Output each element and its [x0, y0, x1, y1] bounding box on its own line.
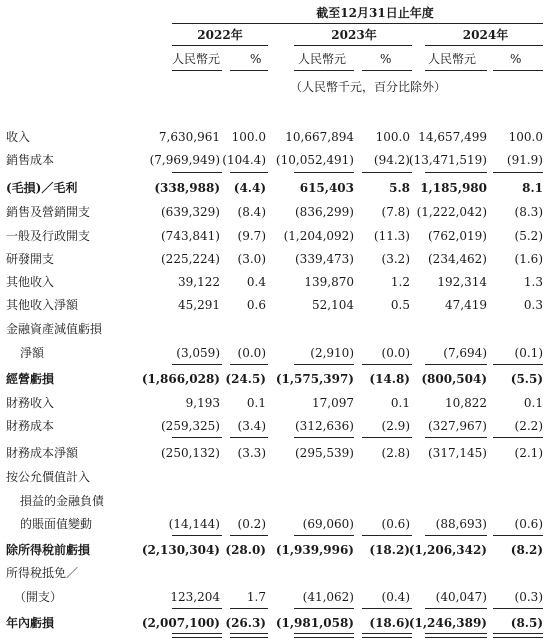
- cell-2024-pct: 8.1: [522, 181, 543, 195]
- cell-2022-rmb: (743,841): [161, 229, 220, 243]
- subtotal-rule: [493, 437, 543, 438]
- row-label: 財務成本淨額: [6, 446, 79, 460]
- cell-2024-pct: (8.3): [514, 205, 543, 219]
- cell-2023-pct: (18.2): [369, 543, 410, 557]
- cell-2023-rmb: 615,403: [299, 181, 354, 195]
- cell-2022-rmb: 7,630,961: [158, 130, 220, 144]
- year-rule-2024: [425, 45, 543, 46]
- row-label: 研發開支: [6, 252, 55, 266]
- cell-2022-pct: (9.7): [237, 229, 266, 243]
- cell-2023-rmb: 10,667,894: [285, 130, 354, 144]
- cell-2024-rmb: (40,047): [435, 590, 487, 604]
- subtotal-rule: [230, 535, 268, 536]
- cell-2024-pct: (0.1): [514, 346, 543, 360]
- row-label: 一般及行政開支: [6, 229, 91, 243]
- subtotal-rule: [230, 172, 268, 173]
- cell-2023-rmb: (10,052,491): [275, 153, 354, 167]
- cell-2024-rmb: (317,145): [428, 446, 487, 460]
- row-label: 按公允價值計入: [6, 470, 91, 484]
- col-rule: [425, 70, 487, 71]
- cell-2022-pct: 0.4: [246, 275, 266, 289]
- subtotal-rule: [362, 535, 412, 536]
- cell-2023-rmb: (339,473): [295, 252, 354, 266]
- pct-col-2024: %: [510, 52, 522, 66]
- row-label: 經營虧損: [6, 372, 55, 386]
- subtotal-rule: [172, 608, 222, 609]
- row-label: 銷售成本: [6, 153, 55, 167]
- cell-2022-pct: (26.3): [225, 616, 266, 630]
- rmb-col-2023: 人民幣元: [298, 52, 347, 66]
- cell-2024-rmb: (1,206,342): [408, 543, 487, 557]
- total-double-rule: [230, 633, 268, 638]
- cell-2022-rmb: 39,122: [178, 275, 220, 289]
- period-rule: [172, 23, 543, 24]
- subtotal-rule: [425, 437, 487, 438]
- cell-2024-pct: (8.5): [510, 616, 543, 630]
- row-label: 收入: [6, 130, 31, 144]
- subtotal-rule: [493, 364, 543, 365]
- subtotal-rule: [172, 364, 222, 365]
- cell-2024-pct: (2.2): [514, 419, 543, 433]
- cell-2024-pct: (0.6): [514, 517, 543, 531]
- total-double-rule: [493, 633, 543, 638]
- subtotal-rule: [493, 172, 543, 173]
- subtotal-rule: [362, 437, 412, 438]
- subtotal-rule: [172, 535, 222, 536]
- row-label: 除所得稅前虧損: [6, 543, 91, 557]
- cell-2022-rmb: (2,007,100): [141, 616, 220, 630]
- year-rule-2022: [172, 45, 268, 46]
- cell-2023-pct: (94.2): [373, 153, 410, 167]
- cell-2023-pct: 100.0: [375, 130, 410, 144]
- cell-2023-rmb: 52,104: [312, 298, 354, 312]
- cell-2023-pct: (2.9): [381, 419, 410, 433]
- cell-2024-rmb: (1,222,042): [416, 205, 487, 219]
- cell-2024-pct: (0.3): [514, 590, 543, 604]
- cell-2023-pct: (0.0): [381, 346, 410, 360]
- total-double-rule: [362, 633, 412, 638]
- subtotal-rule: [362, 172, 412, 173]
- subtotal-rule: [425, 608, 487, 609]
- cell-2024-rmb: (13,471,519): [408, 153, 487, 167]
- cell-2022-pct: (28.0): [225, 543, 266, 557]
- cell-2022-rmb: 9,193: [185, 396, 220, 410]
- subtotal-rule: [294, 535, 354, 536]
- row-label: 其他收入淨額: [6, 298, 79, 312]
- subtotal-rule: [425, 535, 487, 536]
- cell-2024-rmb: 1,185,980: [420, 181, 487, 195]
- cell-2023-rmb: (1,575,397): [275, 372, 354, 386]
- cell-2024-pct: 100.0: [508, 130, 543, 144]
- row-label: (毛損)／毛利: [6, 181, 78, 195]
- cell-2022-rmb: (250,132): [161, 446, 220, 460]
- subtotal-rule: [172, 172, 222, 173]
- cell-2024-rmb: (234,462): [428, 252, 487, 266]
- cell-2022-rmb: (639,329): [161, 205, 220, 219]
- cell-2022-rmb: (338,988): [154, 181, 220, 195]
- cell-2024-rmb: 14,657,499: [418, 130, 487, 144]
- year-header-2022: 2022年: [197, 28, 243, 42]
- cell-2024-rmb: 192,314: [437, 275, 487, 289]
- cell-2022-rmb: 123,204: [170, 590, 220, 604]
- cell-2022-pct: 0.6: [246, 298, 266, 312]
- subtotal-rule: [230, 608, 268, 609]
- cell-2023-pct: 0.5: [390, 298, 410, 312]
- cell-2023-pct: 0.1: [390, 396, 410, 410]
- cell-2023-pct: (18.6): [369, 616, 410, 630]
- cell-2024-pct: (5.5): [510, 372, 543, 386]
- cell-2023-pct: (14.8): [369, 372, 410, 386]
- cell-2022-rmb: (225,224): [161, 252, 220, 266]
- col-rule: [362, 70, 412, 71]
- subtotal-rule: [425, 364, 487, 365]
- cell-2023-rmb: 139,870: [304, 275, 354, 289]
- cell-2022-pct: (4.4): [233, 181, 266, 195]
- cell-2023-rmb: (69,060): [302, 517, 354, 531]
- pct-col-2022: %: [250, 52, 262, 66]
- row-label: 所得稅抵免／: [6, 566, 79, 580]
- cell-2022-pct: (0.2): [237, 517, 266, 531]
- cell-2024-rmb: (800,504): [421, 372, 487, 386]
- cell-2023-pct: 1.2: [390, 275, 410, 289]
- cell-2023-rmb: (1,204,092): [283, 229, 354, 243]
- cell-2022-rmb: (14,144): [168, 517, 220, 531]
- subtotal-rule: [425, 172, 487, 173]
- total-double-rule: [172, 633, 222, 638]
- cell-2022-pct: 1.7: [246, 590, 266, 604]
- cell-2024-rmb: (88,693): [435, 517, 487, 531]
- cell-2022-rmb: (259,325): [161, 419, 220, 433]
- subtotal-rule: [362, 364, 412, 365]
- cell-2024-rmb: 10,822: [445, 396, 487, 410]
- cell-2024-rmb: 47,419: [445, 298, 487, 312]
- cell-2022-pct: (24.5): [225, 372, 266, 386]
- cell-2024-rmb: (327,967): [428, 419, 487, 433]
- cell-2023-rmb: 17,097: [312, 396, 354, 410]
- subtotal-rule: [294, 364, 354, 365]
- cell-2023-pct: (2.8): [381, 446, 410, 460]
- cell-2022-rmb: 45,291: [178, 298, 220, 312]
- subtotal-rule: [294, 437, 354, 438]
- row-label: 年內虧損: [6, 616, 55, 630]
- cell-2022-rmb: (3,059): [176, 346, 220, 360]
- cell-2023-rmb: (1,981,058): [275, 616, 354, 630]
- total-double-rule: [294, 633, 354, 638]
- cell-2024-rmb: (7,694): [443, 346, 487, 360]
- cell-2022-pct: (8.4): [237, 205, 266, 219]
- cell-2024-pct: (2.1): [514, 446, 543, 460]
- subtotal-rule: [294, 172, 354, 173]
- row-label: 金融資產減值虧損: [6, 322, 103, 336]
- cell-2022-rmb: (2,130,304): [141, 543, 220, 557]
- cell-2022-rmb: (1,866,028): [141, 372, 220, 386]
- cell-2024-rmb: (762,019): [428, 229, 487, 243]
- cell-2024-pct: 0.1: [523, 396, 543, 410]
- cell-2024-pct: 0.3: [523, 298, 543, 312]
- subtotal-rule: [230, 437, 268, 438]
- row-label-continued: 損益的金融負債: [20, 494, 105, 508]
- col-rule: [172, 70, 222, 71]
- cell-2022-pct: (3.3): [237, 446, 266, 460]
- subtotal-rule: [362, 608, 412, 609]
- col-rule: [493, 70, 543, 71]
- year-header-2024: 2024年: [462, 28, 509, 42]
- total-double-rule: [425, 633, 487, 638]
- cell-2022-pct: (0.0): [237, 346, 266, 360]
- cell-2024-pct: (8.2): [510, 543, 543, 557]
- rmb-col-2024: 人民幣元: [428, 52, 477, 66]
- cell-2022-pct: 0.1: [246, 396, 266, 410]
- year-rule-2023: [294, 45, 412, 46]
- cell-2023-pct: (0.6): [381, 517, 410, 531]
- row-label: 財務收入: [6, 396, 55, 410]
- cell-2023-rmb: (2,910): [310, 346, 354, 360]
- cell-2024-pct: (1.6): [514, 252, 543, 266]
- row-label-continued: （開支）: [14, 590, 63, 604]
- subtotal-rule: [493, 535, 543, 536]
- subtotal-rule: [493, 608, 543, 609]
- period-header: 截至12月31日止年度: [316, 6, 434, 20]
- cell-2023-rmb: (41,062): [302, 590, 354, 604]
- cell-2022-pct: 100.0: [231, 130, 266, 144]
- cell-2023-pct: (11.3): [373, 229, 410, 243]
- rmb-col-2022: 人民幣元: [172, 52, 221, 66]
- cell-2024-pct: (5.2): [514, 229, 543, 243]
- unit-note: （人民幣千元，百分比除外）: [290, 80, 447, 94]
- row-label: 財務成本: [6, 419, 55, 433]
- col-rule: [230, 70, 268, 71]
- subtotal-rule: [294, 608, 354, 609]
- cell-2023-rmb: (1,939,996): [275, 543, 354, 557]
- pct-col-2023: %: [380, 52, 392, 66]
- cell-2022-pct: (104.4): [222, 153, 266, 167]
- row-label-continued: 淨額: [20, 346, 45, 360]
- cell-2023-rmb: (312,636): [295, 419, 354, 433]
- cell-2023-pct: 5.8: [389, 181, 410, 195]
- row-label: 其他收入: [6, 275, 55, 289]
- cell-2023-pct: (7.8): [381, 205, 410, 219]
- cell-2022-pct: (3.4): [237, 419, 266, 433]
- cell-2024-rmb: (1,246,389): [408, 616, 487, 630]
- cell-2023-rmb: (295,539): [295, 446, 354, 460]
- cell-2022-rmb: (7,969,949): [149, 153, 220, 167]
- cell-2024-pct: (91.9): [506, 153, 543, 167]
- row-label-continued: 的賬面值變動: [20, 517, 93, 531]
- subtotal-rule: [230, 364, 268, 365]
- cell-2023-pct: (0.4): [381, 590, 410, 604]
- year-header-2023: 2023年: [331, 28, 377, 42]
- col-rule: [294, 70, 354, 71]
- row-label: 銷售及營銷開支: [6, 205, 91, 219]
- cell-2023-pct: (3.2): [381, 252, 410, 266]
- cell-2022-pct: (3.0): [237, 252, 266, 266]
- cell-2023-rmb: (836,299): [295, 205, 354, 219]
- subtotal-rule: [172, 437, 222, 438]
- cell-2024-pct: 1.3: [523, 275, 543, 289]
